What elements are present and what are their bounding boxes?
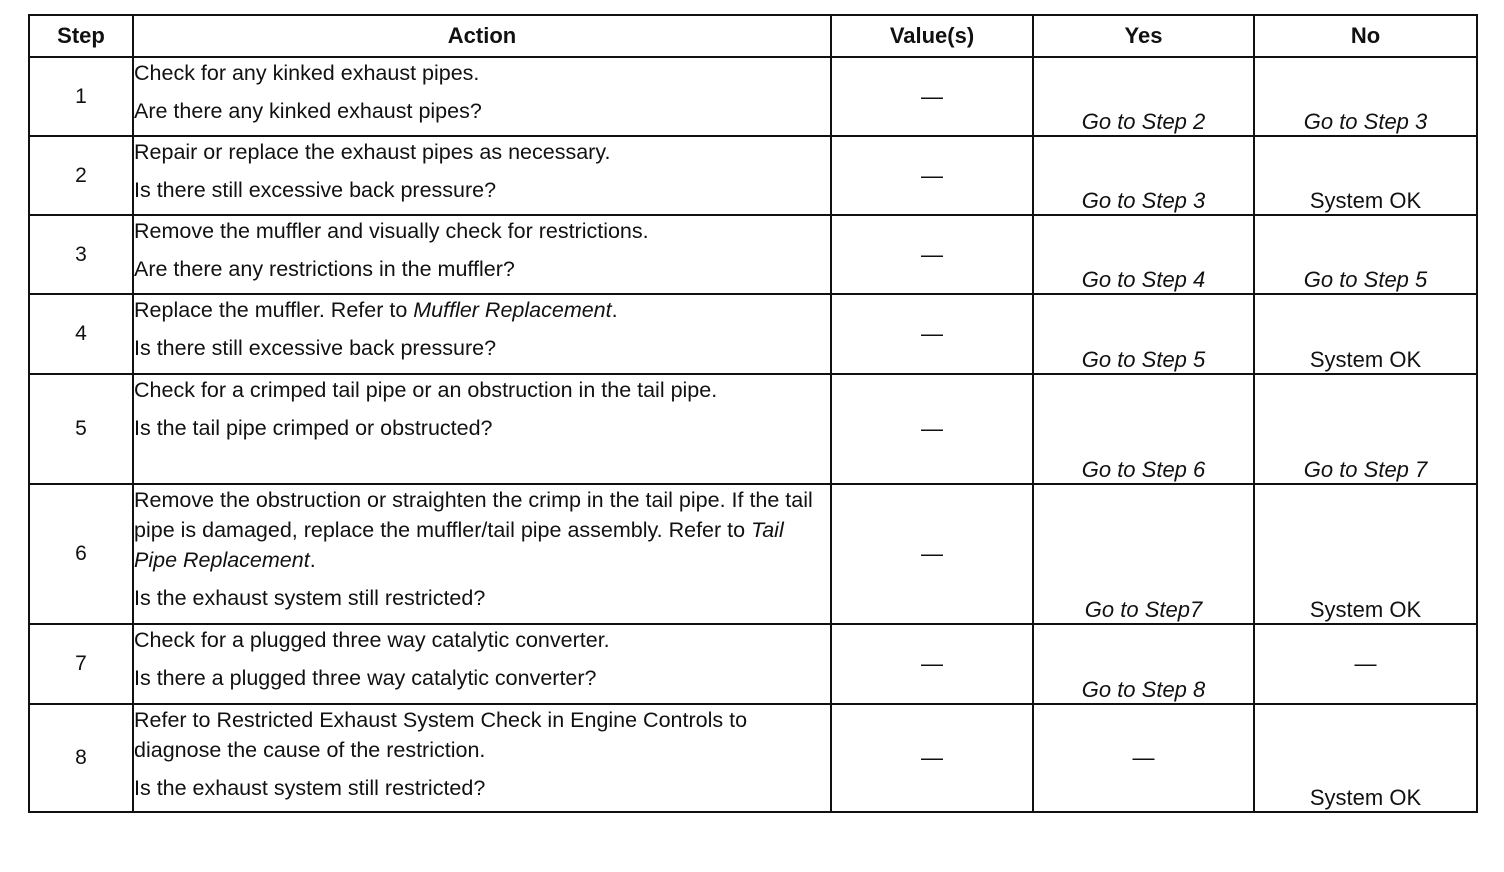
value-cell: — <box>831 624 1033 704</box>
step-number: 1 <box>29 57 133 136</box>
header-row <box>29 15 1477 57</box>
table-row <box>29 215 1477 294</box>
yes-cell: Go to Step 8 <box>1033 624 1254 704</box>
step-number: 6 <box>29 484 133 624</box>
value-cell: — <box>831 294 1033 374</box>
action-text: Refer to Restricted Exhaust System Check in Engine Controls to diagnose the cause of the restriction. <box>134 708 748 762</box>
action-text-post: . <box>611 298 618 322</box>
value-cell: — <box>831 215 1033 294</box>
value-cell: — <box>831 484 1033 624</box>
value-cell: — <box>831 374 1033 484</box>
no-cell: Go to Step 7 <box>1254 374 1477 484</box>
table-row <box>29 624 1477 704</box>
action-text: Check for a plugged three way catalytic converter. <box>134 628 610 652</box>
header-step: Step <box>29 15 133 57</box>
yes-cell: Go to Step 2 <box>1033 57 1254 136</box>
yes-cell: Go to Step 4 <box>1033 215 1254 294</box>
yes-cell: Go to Step 5 <box>1033 294 1254 374</box>
step-number: 8 <box>29 704 133 812</box>
value-cell: — <box>831 57 1033 136</box>
table-row <box>29 484 1477 624</box>
action-question: Are there any restrictions in the muffler? <box>134 257 515 281</box>
value-cell: — <box>831 704 1033 812</box>
header-action: Action <box>133 15 831 57</box>
tail-pipe-replacement-reference: Tail Pipe Replacement <box>134 518 784 572</box>
action-cell <box>133 374 831 484</box>
action-cell <box>133 136 831 215</box>
action-cell <box>133 624 831 704</box>
action-text: Remove the muffler and visually check for restrictions. <box>134 219 649 243</box>
no-cell: — <box>1254 624 1477 704</box>
action-text: Check for a crimped tail pipe or an obstruction in the tail pipe. <box>134 378 718 402</box>
table-row <box>29 704 1477 812</box>
table-row <box>29 136 1477 215</box>
muffler-replacement-reference: Muffler Replacement <box>413 298 612 322</box>
action-text: Check for any kinked exhaust pipes. <box>134 61 480 85</box>
header-no: No <box>1254 15 1477 57</box>
action-question: Is there still excessive back pressure? <box>134 336 497 360</box>
action-question: Is there a plugged three way catalytic converter? <box>134 666 597 690</box>
action-cell <box>133 484 831 624</box>
step-number: 5 <box>29 374 133 484</box>
no-cell: Go to Step 5 <box>1254 215 1477 294</box>
action-question: Are there any kinked exhaust pipes? <box>134 99 482 123</box>
action-question: Is the exhaust system still restricted? <box>134 776 486 800</box>
yes-cell: — <box>1033 704 1254 812</box>
table-row <box>29 57 1477 136</box>
no-cell: Go to Step 3 <box>1254 57 1477 136</box>
action-question: Is the exhaust system still restricted? <box>134 586 486 610</box>
no-cell: System OK <box>1254 294 1477 374</box>
action-question: Is the tail pipe crimped or obstructed? <box>134 416 493 440</box>
action-cell <box>133 704 831 812</box>
action-text <box>134 485 830 575</box>
action-question: Is there still excessive back pressure? <box>134 178 497 202</box>
action-cell <box>133 215 831 294</box>
table-row <box>29 294 1477 374</box>
header-yes: Yes <box>1033 15 1254 57</box>
step-number: 2 <box>29 136 133 215</box>
step-number: 4 <box>29 294 133 374</box>
no-cell: System OK <box>1254 484 1477 624</box>
diagnostic-table <box>28 14 1478 813</box>
action-text-pre: Replace the muffler. Refer to <box>134 298 414 322</box>
yes-cell: Go to Step 3 <box>1033 136 1254 215</box>
header-values: Value(s) <box>831 15 1033 57</box>
yes-cell: Go to Step 6 <box>1033 374 1254 484</box>
no-cell: System OK <box>1254 704 1477 812</box>
yes-cell: Go to Step7 <box>1033 484 1254 624</box>
no-cell: System OK <box>1254 136 1477 215</box>
action-cell <box>133 294 831 374</box>
step-number: 7 <box>29 624 133 704</box>
action-text-pre: Remove the obstruction or straighten the crimp in the tail pipe. If the tail pipe is damaged, replace the muffler/tail pipe assembly. Refer to <box>134 488 813 542</box>
action-cell <box>133 57 831 136</box>
step-number: 3 <box>29 215 133 294</box>
value-cell: — <box>831 136 1033 215</box>
action-text-post: . <box>309 548 316 572</box>
action-text <box>134 295 830 325</box>
table-row <box>29 374 1477 484</box>
action-text: Repair or replace the exhaust pipes as necessary. <box>134 140 611 164</box>
